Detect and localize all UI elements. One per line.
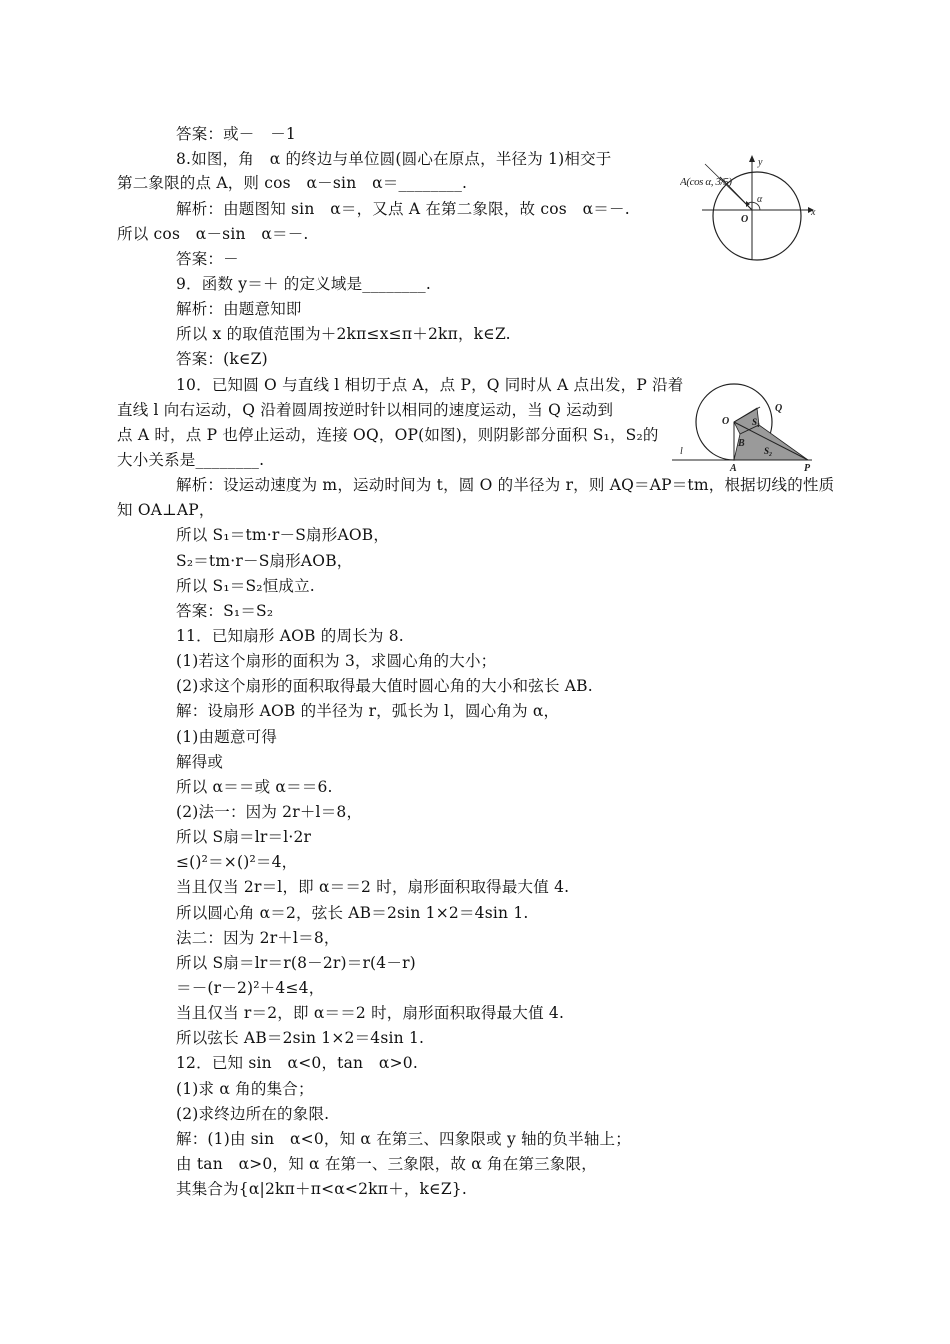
text-line: 答案：或－ －1	[176, 125, 296, 143]
text-line: (2)法一：因为 2r＋l＝8，	[176, 803, 363, 821]
text-line: 其集合为{α|2kπ＋π<α<2kπ＋，k∈Z}.	[176, 1180, 467, 1198]
text-line: 当且仅当 2r＝l，即 α＝＝2 时，扇形面积取得最大值 4.	[176, 878, 570, 896]
text-line: (2)求这个扇形的面积取得最大值时圆心角的大小和弦长 AB.	[176, 677, 593, 695]
text-line: ＝－(r－2)²＋4≤4，	[176, 979, 325, 997]
text-line: 答案：(k∈Z)	[176, 350, 268, 368]
tangent-circle-figure	[672, 378, 822, 472]
text-line: 所以 α＝＝或 α＝＝6.	[176, 778, 333, 796]
text-line: 解：(1)由 sin α<0，知 α 在第三、四象限或 y 轴的负半轴上；	[176, 1130, 631, 1148]
label-S1: S₁	[752, 417, 761, 427]
text-line: 解析：设运动速度为 m，运动时间为 t，圆 O 的半径为 r，则 AQ＝AP＝tm，根据切线的性质	[176, 476, 835, 494]
label-l: l	[680, 446, 683, 457]
text-line: 所以 x 的取值范围为＋2kπ≤x≤π＋2kπ，k∈Z.	[176, 325, 511, 343]
point-label-A: A(cos α, 3/5)	[680, 176, 732, 188]
text-line: (1)由题意可得	[176, 728, 278, 746]
text-line: 8.如图，角 α 的终边与单位圆(圆心在原点，半径为 1)相交于	[176, 150, 612, 168]
text-line: 所以 S扇＝lr＝r(8－2r)＝r(4－r)	[176, 954, 416, 972]
text-line: 10．已知圆 O 与直线 l 相切于点 A，点 P，Q 同时从 A 点出发，P 沿着	[176, 376, 684, 394]
text-line: 直线 l 向右运动，Q 沿着圆周按逆时针以相同的速度运动，当 Q 运动到	[117, 401, 614, 419]
text-line: (1)若这个扇形的面积为 3，求圆心角的大小；	[176, 652, 497, 670]
text-line: 解析：由题图知 sin α＝，又点 A 在第二象限，故 cos α＝－.	[176, 200, 630, 218]
text-line: 第二象限的点 A，则 cos α－sin α＝________.	[117, 174, 468, 192]
text-line: 点 A 时，点 P 也停止运动，连接 OQ，OP(如图)，则阴影部分面积 S₁，S₂的	[117, 426, 659, 444]
label-P: P	[804, 463, 811, 472]
text-line: 由 tan α>0，知 α 在第一、三象限，故 α 角在第三象限，	[176, 1155, 597, 1173]
text-line: 解得或	[176, 753, 224, 771]
label-x: x	[811, 207, 816, 218]
text-line: ≤()²＝×()²＝4，	[176, 853, 298, 871]
text-line: 知 OA⊥AP，	[117, 501, 215, 519]
text-line: (1)求 α 角的集合；	[176, 1080, 314, 1098]
label-B: B	[738, 438, 745, 449]
text-line: 12．已知 sin α<0，tan α>0.	[176, 1054, 418, 1072]
text-line: 大小关系是________.	[117, 451, 265, 469]
text-line: 答案：S₁＝S₂	[176, 602, 274, 620]
label-O: O	[722, 416, 730, 427]
label-A: A	[730, 463, 737, 472]
unit-circle-figure	[680, 150, 825, 265]
label-Q: Q	[775, 403, 783, 414]
text-line: 所以 S₁＝tm·r－S扇形AOB，	[176, 526, 390, 544]
text-line: 所以 S₁＝S₂恒成立.	[176, 577, 315, 595]
y-axis-arrow	[749, 155, 755, 162]
label-O: O	[741, 214, 749, 225]
text-line: (2)求终边所在的象限.	[176, 1105, 330, 1123]
text-line: 所以 cos α－sin α＝－.	[117, 225, 309, 243]
text-line: 所以弦长 AB＝2sin 1×2＝4sin 1.	[176, 1029, 425, 1047]
text-line: 所以圆心角 α＝2，弦长 AB＝2sin 1×2＝4sin 1.	[176, 904, 529, 922]
text-line: 9．函数 y＝＋ 的定义域是________.	[176, 275, 431, 293]
text-line: 所以 S扇＝lr＝l·2r	[176, 828, 312, 846]
text-line: 法二：因为 2r＋l＝8，	[176, 929, 340, 947]
text-line: 解析：由题意知即	[176, 300, 302, 318]
text-line: S₂＝tm·r－S扇形AOB，	[176, 552, 353, 570]
label-alpha: α	[757, 194, 763, 205]
label-y: y	[758, 157, 763, 168]
text-line: 11．已知扇形 AOB 的周长为 8.	[176, 627, 404, 645]
text-line: 答案：－	[176, 250, 239, 268]
text-line: 当且仅当 r＝2，即 α＝＝2 时，扇形面积取得最大值 4.	[176, 1004, 565, 1022]
text-line: 解：设扇形 AOB 的半径为 r，弧长为 l，圆心角为 α，	[176, 702, 560, 720]
label-S2: S₂	[764, 446, 773, 456]
